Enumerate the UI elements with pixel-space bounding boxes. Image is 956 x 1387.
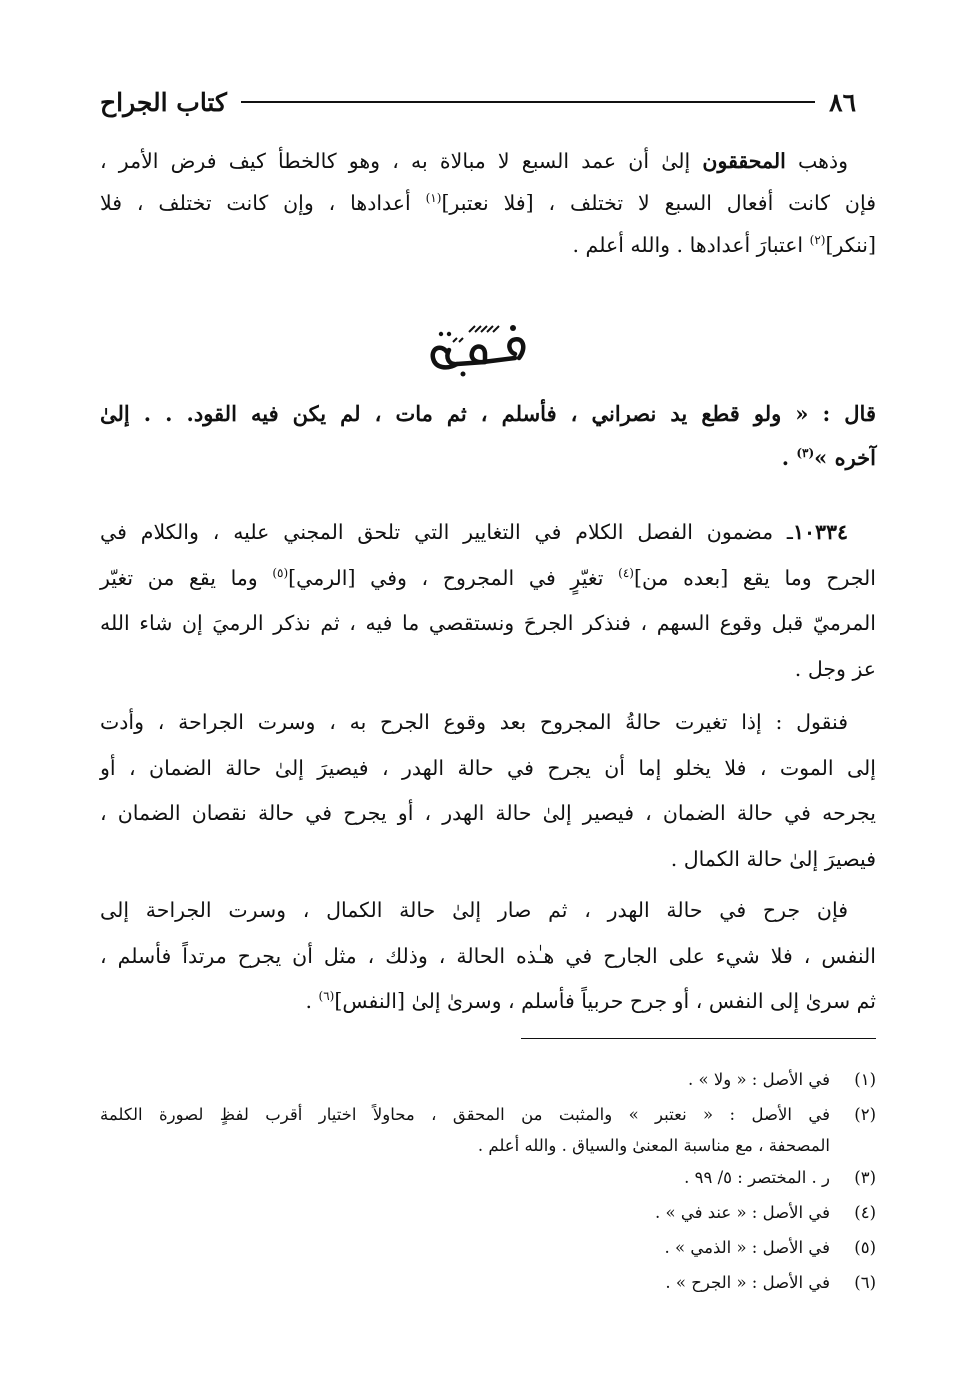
header-rule xyxy=(241,101,815,103)
paragraph-hadar xyxy=(100,888,876,1025)
footnote-number: (٥) xyxy=(854,1238,876,1257)
footnote-text: ر . المختصر : ٥/ ٩٩ . xyxy=(684,1168,830,1187)
footnote xyxy=(100,1097,876,1160)
text-line: الجرح وما يقع [بعده من]$^{(٤)}$ تغيّرٍ في المجروح ، وفي [الرمي]$^{(٥)}$ وما يقع من تغيّر xyxy=(100,565,876,590)
footnote-ref: (١) xyxy=(425,191,442,206)
footnote-separator xyxy=(521,1038,876,1039)
footnote xyxy=(100,1062,876,1097)
text-line: يجرحه في حالة الضمان ، فيصير إلىٰ حالة الهدر ، أو يجرح في حالة نقصان الضمان ، xyxy=(100,801,876,825)
running-header xyxy=(100,82,856,122)
footnotes xyxy=(100,1062,876,1300)
paragraph-number: ١٠٣٣٤ xyxy=(792,520,848,544)
text-line: [ننكر]$^{(٢)}$ اعتبارَ أعدادها . والله أعلم . xyxy=(572,233,876,257)
text-line: ١٠٣٣٤ـ مضمون الفصل الكلام في التغايير التي تلحق المجني عليه ، والكلام في xyxy=(100,520,848,544)
text-line: إلى الموت ، فلا يخلو إما أن يجرح في حالة الهدر ، فيصيرَ إلىٰ حالة الضمان ، أو xyxy=(100,755,876,780)
intro-paragraph xyxy=(100,140,876,266)
text-line: المرميّ قبل وقوع السهم ، فنذكر الجرحَ ونستقصي ما فيه ، ثم نذكر الرميَ إن شاء الله xyxy=(100,611,876,635)
text-line: فإن كانت أفعال السبع لا تختلف ، [فلا نعتبر]$^{(١)}$ أعدادها ، وإن كانت تختلف ، فلا xyxy=(100,191,876,215)
footnote xyxy=(100,1230,876,1265)
footnote-text: في الأصل : « ولا » . xyxy=(688,1070,830,1089)
footnote-text: في الأصل : « نعتبر » والمثبت من المحقق ، محاولاً اختيار أقرب لفظٍ لصورة الكلمة xyxy=(100,1105,830,1124)
text-line: فإن جرح في حالة الهدر ، ثم صار إلىٰ حالة الكمال ، وسرت الجراحة إلى xyxy=(100,898,848,922)
footnote-text-continued: المصحفة ، مع مناسبة المعنىٰ والسياق . والله أعلم . xyxy=(477,1136,830,1155)
paragraph-cases xyxy=(100,700,876,882)
text-line: فيصيرَ إلىٰ حالة الكمال . xyxy=(670,846,876,871)
footnote-number: (١) xyxy=(854,1070,876,1089)
text-line: قال : « ولو قطع يد نصراني ، فأسلم ، ثم مات ، لم يكن فيه القود. . . إلىٰ xyxy=(100,401,876,426)
footnote xyxy=(100,1160,876,1195)
footnote-ref: (٥) xyxy=(272,565,289,580)
footnote-text: في الأصل : « الذمي » . xyxy=(664,1238,830,1257)
footnote-ref: (٦) xyxy=(318,989,335,1004)
text-line: ثم سرىٰ إلى النفس ، أو جرح حربياً فأسلم ، وسرىٰ إلىٰ [النفس]$^{(٦)}$ . xyxy=(305,989,876,1013)
footnote-number: (٢) xyxy=(854,1105,876,1124)
fasl-calligraphy-ornament xyxy=(423,318,533,380)
footnote-number: (٦) xyxy=(854,1273,876,1292)
footnote-ref: (٢) xyxy=(809,233,826,248)
footnote-number: (٣) xyxy=(854,1168,876,1187)
text-line: عز وجل . xyxy=(794,656,876,681)
footnote-text: في الأصل : « الجرح » . xyxy=(665,1273,830,1292)
text-line: وذهب المحققون إلىٰ أن عمد السبع لا مبالاة به ، وهو كالخطأ كيف فرض الأمر ، xyxy=(100,149,848,173)
footnote-number: (٤) xyxy=(854,1203,876,1222)
footnote xyxy=(100,1265,876,1300)
emphasis-word: المحققون xyxy=(702,149,786,173)
footnote-text: في الأصل : « عند في » . xyxy=(655,1203,830,1222)
page-number: ٨٦ xyxy=(829,87,856,117)
section-ornament xyxy=(0,318,956,384)
footnote-ref: (٣) xyxy=(796,446,815,460)
quoted-text xyxy=(100,392,876,480)
text-line: النفس ، فلا شيء على الجارح في هـٰذه الحالة ، وذلك ، مثل أن يجرح مرتداً فأسلم ، xyxy=(100,943,876,968)
footnote-ref: (٤) xyxy=(618,565,634,580)
text-line: آخره »$^{(٣)}$ . xyxy=(781,445,876,470)
paragraph-10334 xyxy=(100,510,876,692)
book-title: كتاب الجراح xyxy=(100,87,227,117)
footnote xyxy=(100,1195,876,1230)
text-line: فنقول : إذا تغيرت حالةُ المجروح بعد وقوع الجرح به ، وسرت الجراحة ، وأدت xyxy=(100,710,848,734)
